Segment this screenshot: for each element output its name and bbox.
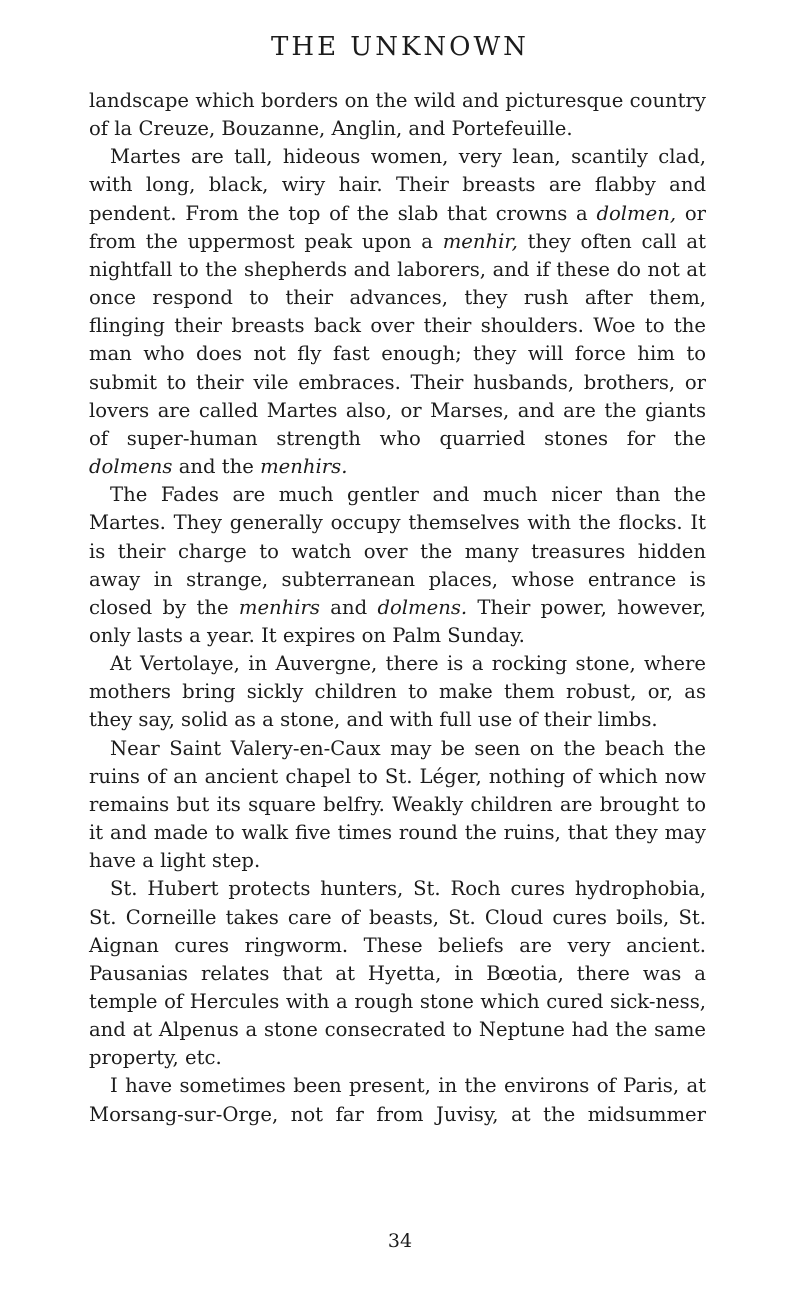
italic-term: dolmens. — [377, 595, 468, 619]
text-run: or from the uppermost peak upon a — [89, 201, 706, 253]
text-run: Near Saint Valery-en-Caux may be seen on the beach the ruins of an ancient chapel to St. Léger, nothing of which now remains but its square belfry. Weakly children are brought to it and made to walk five times round the ruins, that they may have a light step. — [89, 736, 706, 873]
text-run: landscape which borders on the wild and picturesque country of la Creuze, Bouzanne, Anglin, and Portefeuille. — [89, 89, 706, 141]
italic-term: dolmens — [89, 455, 173, 479]
text-run: St. Hubert protects hunters, St. Roch cures hydrophobia, St. Corneille takes care of beasts, St. Cloud cures boils, St. Aignan cures ringworm. These beliefs are very ancient. Pausanias relates that at Hyetta, in Bœotia, there was a temple of Hercules with a rough stone which cured sick-ness, and at Alpenus a stone consecrated to Neptune had the same property, etc. — [89, 877, 706, 1070]
paragraph — [89, 1072, 706, 1128]
running-head: THE UNKNOWN — [271, 32, 529, 62]
paragraph — [89, 481, 706, 650]
paragraph — [89, 87, 706, 143]
paragraph — [89, 143, 706, 481]
text-run: Martes are tall, hideous women, very lean, scantily clad, with long, black, wiry hair. Their breasts are flabby and pendent. From the top of the slab that crowns a — [89, 145, 706, 225]
body-text — [89, 87, 706, 1129]
paragraph — [89, 735, 706, 876]
text-run: Their power, however, only lasts a year. It expires on Palm Sunday. — [89, 595, 706, 647]
paragraph — [89, 875, 706, 1072]
italic-term: dolmen, — [596, 201, 677, 225]
text-run: I have sometimes been present, in the environs of Paris, at Morsang-sur-Orge, not far from Juvisy, at the midsummer — [89, 1074, 706, 1126]
text-run: and the — [172, 455, 261, 479]
text-run: At Vertolaye, in Auvergne, there is a rocking stone, where mothers bring sickly children to make them robust, or, as they say, solid as a stone, and with full use of their limbs. — [89, 652, 706, 732]
page-number: 34 — [387, 1230, 413, 1252]
paragraph — [89, 650, 706, 734]
text-run: The Fades are much gentler and much nicer than the Martes. They generally occupy themselves with the flocks. It is their charge to watch over the many treasures hidden away in strange, subterranean places, whose entrance is closed by the — [89, 483, 706, 619]
italic-term: menhirs. — [260, 455, 348, 479]
text-run: they often call at nightfall to the shepherds and laborers, and if these do not at once respond to their advances, they rush after them, flinging their breasts back over their shoulders. Woe to the man who does not fly fast enough; they will force him to submit to their vile embraces. Their husbands, brothers, or lovers are called Martes also, or Marses, and are the giants of super-human strength who quarried stones for the — [89, 229, 706, 450]
text-run: and — [319, 595, 378, 619]
italic-term: menhirs — [238, 595, 320, 619]
italic-term: menhir, — [442, 229, 518, 253]
